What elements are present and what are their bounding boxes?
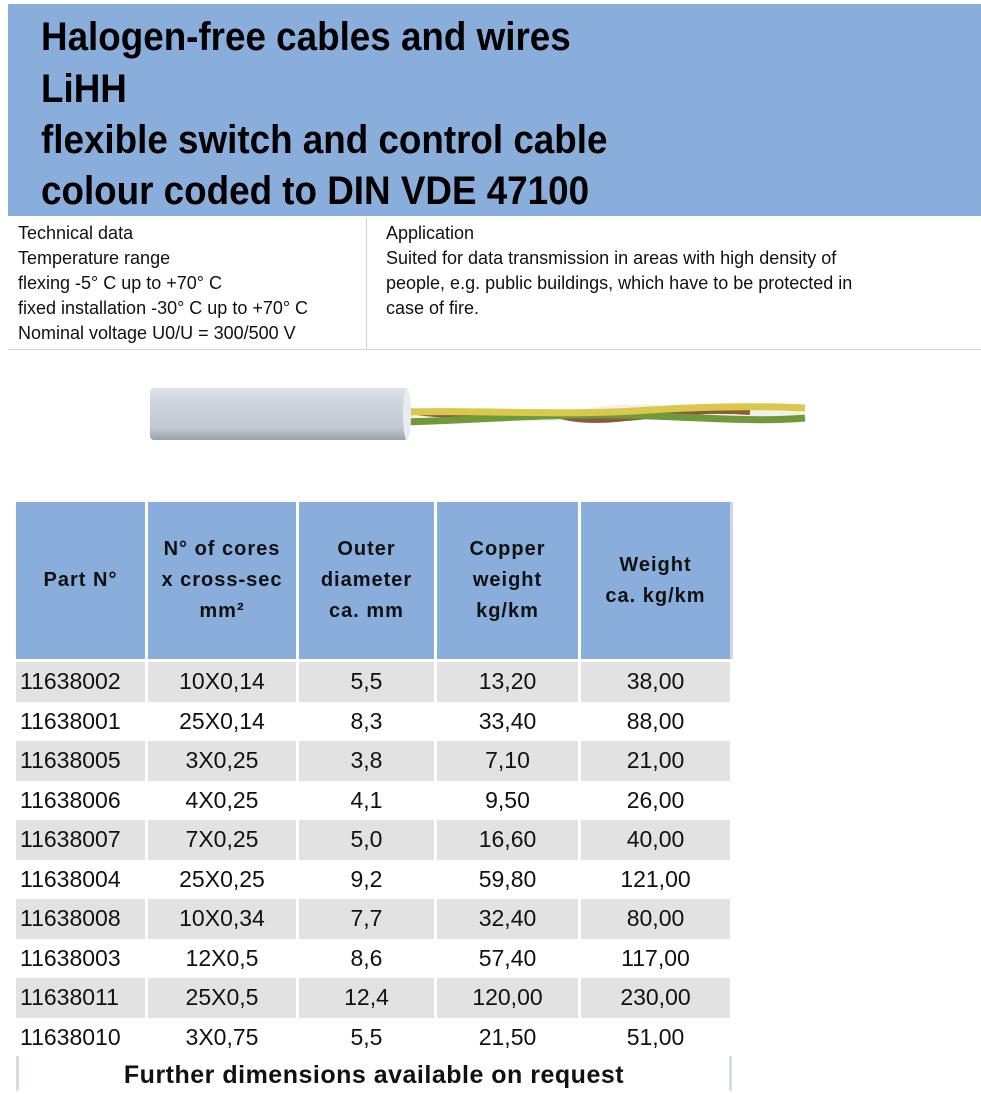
- table-header-row: [16, 502, 732, 661]
- outer-diameter: 5,5: [298, 1018, 436, 1058]
- outer-diameter: 8,3: [298, 702, 436, 742]
- table-row: [16, 939, 732, 979]
- application-text-1: Suited for data transmission in areas with high density of: [386, 248, 837, 268]
- copper-weight: 57,40: [436, 939, 580, 979]
- technical-heading: Technical data: [18, 223, 134, 243]
- part-number: 11638007: [16, 820, 147, 860]
- outer-diameter: 8,6: [298, 939, 436, 979]
- technical-data: [18, 221, 308, 346]
- weight: 80,00: [580, 899, 732, 939]
- header-copper-weight: Copper weight kg/km: [436, 502, 580, 661]
- copper-weight: 120,00: [436, 978, 580, 1018]
- table-row: [16, 860, 732, 900]
- application-heading: Application: [386, 223, 475, 243]
- footer-note: Further dimensions available on request: [16, 1056, 732, 1091]
- part-number: 11638008: [16, 899, 147, 939]
- weight: 38,00: [580, 661, 732, 702]
- table-row: [16, 899, 732, 939]
- fixed-installation-temperature: fixed installation -30° C up to +70° C: [18, 298, 309, 318]
- copper-weight: 33,40: [436, 702, 580, 742]
- part-number: 11638001: [16, 702, 147, 742]
- weight: 230,00: [580, 978, 732, 1018]
- cores-cross-section: 25X0,14: [147, 702, 298, 742]
- sheath-end: [403, 388, 411, 440]
- cores-cross-section: 4X0,25: [147, 781, 298, 821]
- title-line-4: colour coded to DIN VDE 47100: [41, 169, 590, 213]
- part-number: 11638011: [16, 978, 147, 1018]
- temperature-range-label: Temperature range: [18, 248, 171, 268]
- table-row: [16, 978, 732, 1018]
- copper-weight: 16,60: [436, 820, 580, 860]
- title-line-2: LiHH: [41, 67, 127, 111]
- header-weight: Weight ca. kg/km: [580, 502, 732, 661]
- part-number: 11638003: [16, 939, 147, 979]
- cores-cross-section: 25X0,5: [147, 978, 298, 1018]
- table-row: [16, 741, 732, 781]
- title-banner: [8, 4, 981, 216]
- table-row: [16, 702, 732, 742]
- info-section: [8, 218, 981, 350]
- copper-weight: 21,50: [436, 1018, 580, 1058]
- nominal-voltage: Nominal voltage U0/U = 300/500 V: [18, 323, 296, 343]
- outer-diameter: 12,4: [298, 978, 436, 1018]
- weight: 21,00: [580, 741, 732, 781]
- cores-cross-section: 10X0,14: [147, 661, 298, 702]
- cores-cross-section: 3X0,75: [147, 1018, 298, 1058]
- table-row: [16, 781, 732, 821]
- copper-weight: 13,20: [436, 661, 580, 702]
- application: [386, 221, 852, 321]
- table-row: [16, 661, 732, 702]
- cable-spec-table: [16, 502, 733, 1057]
- table-row: [16, 820, 732, 860]
- copper-weight: 7,10: [436, 741, 580, 781]
- header-outer-diameter: Outer diameter ca. mm: [298, 502, 436, 661]
- weight: 51,00: [580, 1018, 732, 1058]
- part-number: 11638004: [16, 860, 147, 900]
- weight: 40,00: [580, 820, 732, 860]
- cores-cross-section: 3X0,25: [147, 741, 298, 781]
- column-divider: [366, 218, 367, 349]
- application-text-2: people, e.g. public buildings, which have to be protected in: [386, 273, 853, 293]
- weight: 121,00: [580, 860, 732, 900]
- cores-cross-section: 7X0,25: [147, 820, 298, 860]
- weight: 26,00: [580, 781, 732, 821]
- header-cores: N° of cores x cross-sec mm²: [147, 502, 298, 661]
- copper-weight: 59,80: [436, 860, 580, 900]
- outer-diameter: 5,0: [298, 820, 436, 860]
- table-row: [16, 1018, 732, 1058]
- part-number: 11638010: [16, 1018, 147, 1058]
- title-line-3: flexible switch and control cable: [41, 118, 608, 162]
- cores-cross-section: 10X0,34: [147, 899, 298, 939]
- application-text-3: case of fire.: [386, 298, 480, 318]
- title-line-1: Halogen-free cables and wires: [41, 15, 571, 59]
- weight: 117,00: [580, 939, 732, 979]
- cable-sheath: [150, 388, 408, 440]
- part-number: 11638005: [16, 741, 147, 781]
- copper-weight: 9,50: [436, 781, 580, 821]
- outer-diameter: 3,8: [298, 741, 436, 781]
- flexing-temperature: flexing -5° C up to +70° C: [18, 273, 223, 293]
- part-number: 11638006: [16, 781, 147, 821]
- outer-diameter: 9,2: [298, 860, 436, 900]
- cores-cross-section: 12X0,5: [147, 939, 298, 979]
- cores-cross-section: 25X0,25: [147, 860, 298, 900]
- weight: 88,00: [580, 702, 732, 742]
- outer-diameter: 4,1: [298, 781, 436, 821]
- cable-image: [150, 382, 810, 448]
- table-body: [16, 661, 732, 1058]
- outer-diameter: 5,5: [298, 661, 436, 702]
- part-number: 11638002: [16, 661, 147, 702]
- copper-weight: 32,40: [436, 899, 580, 939]
- header-part-no: Part N°: [16, 502, 147, 661]
- outer-diameter: 7,7: [298, 899, 436, 939]
